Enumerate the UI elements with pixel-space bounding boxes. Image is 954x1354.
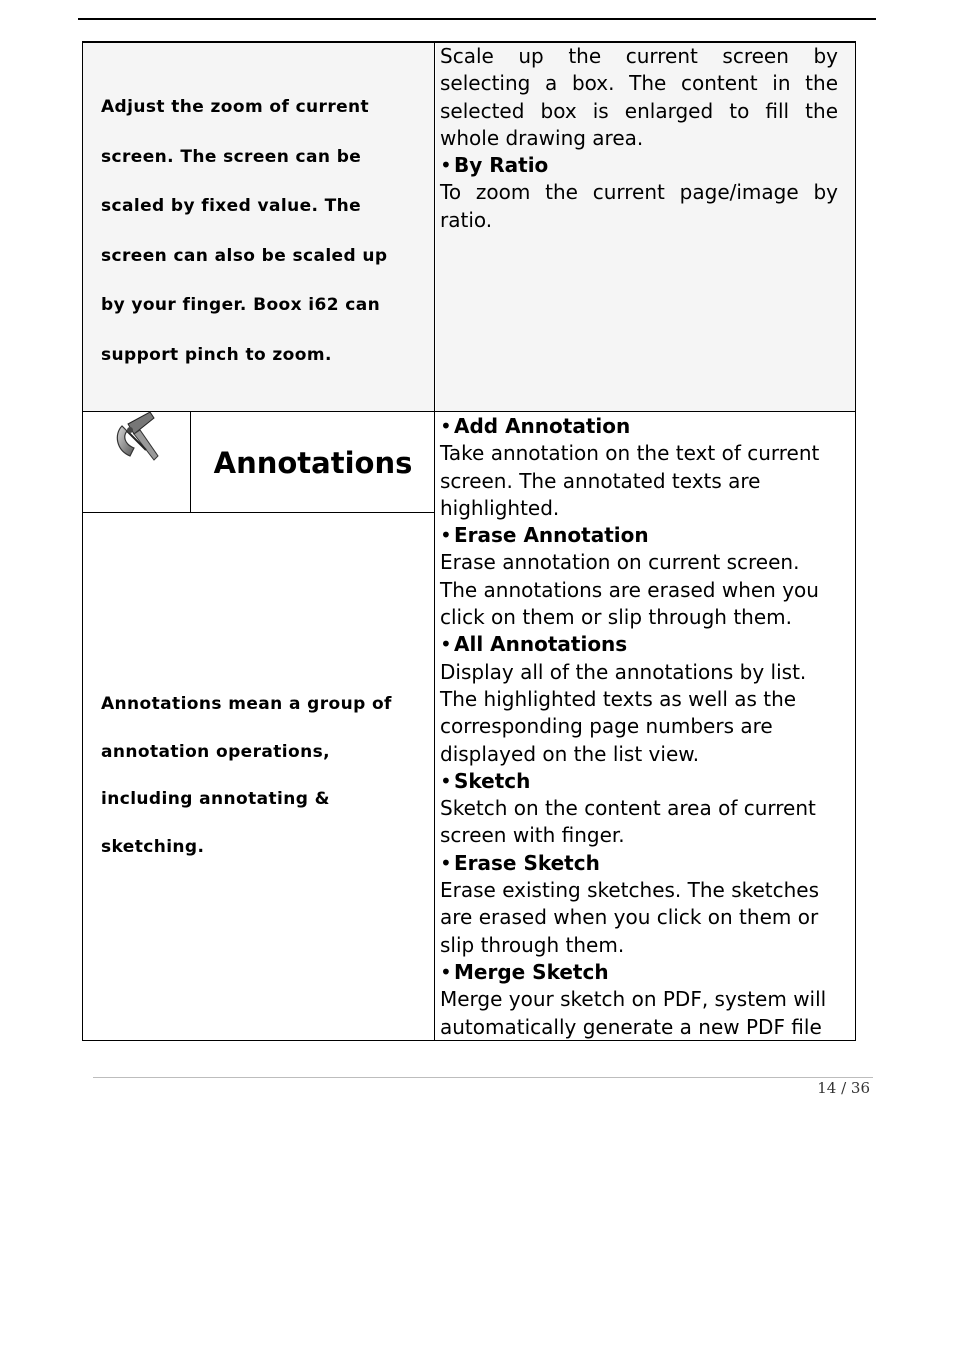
zoom-intro-text: Scale up the current screen by selecting a box. The content in the selected box is enlarged to fill the whole drawing area. <box>440 44 838 150</box>
add-annotation-title: Add Annotation <box>454 414 631 438</box>
zoom-details <box>440 43 838 234</box>
zoom-description-line: screen. The screen can be <box>101 146 362 167</box>
annotations-description-line: Annotations mean a group of <box>101 694 392 714</box>
erase-annotation-text: Erase annotation on current screen. <box>440 550 800 575</box>
add-annotation-text: Take annotation on the text of current <box>440 441 820 466</box>
annotations-description-line: including annotating & <box>101 789 330 809</box>
zoom-description <box>101 97 417 394</box>
annotation-item-title <box>440 522 838 549</box>
add-annotation-text: screen. The annotated texts are <box>440 468 761 493</box>
bullet-icon: • <box>440 959 452 984</box>
erase-sketch-text: slip through them. <box>440 932 625 957</box>
sketch-title: Sketch <box>454 768 531 793</box>
add-annotation-text: highlighted. <box>440 495 560 520</box>
footer-rule <box>93 1077 873 1078</box>
all-annotations-text: corresponding page numbers are <box>440 714 773 739</box>
bullet-icon: • <box>440 850 452 875</box>
zoom-option-title <box>440 152 838 179</box>
annotations-title: Annotations <box>213 445 413 480</box>
merge-sketch-text: automatically generate a new PDF file <box>440 1014 822 1039</box>
annotation-item-title <box>440 959 838 986</box>
sketch-text: Sketch on the content area of current <box>440 796 816 821</box>
zoom-description-line: Adjust the zoom of current <box>101 97 370 117</box>
erase-sketch-text: Erase existing sketches. The sketches <box>440 878 820 903</box>
annotation-pen-icon <box>110 410 164 464</box>
annotations-icon-divider <box>190 411 191 513</box>
merge-sketch-text: Merge your sketch on PDF, system will <box>440 987 827 1012</box>
table-row-divider <box>82 411 856 412</box>
annotation-item-title <box>440 768 838 795</box>
erase-annotation-text: The annotations are erased when you <box>440 577 819 602</box>
annotations-description-line: annotation operations, <box>101 741 330 762</box>
by-ratio-text: To zoom the current page/image by ratio. <box>440 180 838 232</box>
annotations-description <box>101 694 417 884</box>
zoom-description-line: scaled by fixed value. The <box>101 196 362 216</box>
annotation-item-title <box>440 413 838 440</box>
page-number: 14 / 36 <box>817 1079 870 1097</box>
annotations-description-line: sketching. <box>101 836 205 857</box>
annotations-header-divider <box>82 512 435 513</box>
zoom-description-line: by your finger. Boox i62 can <box>101 295 381 315</box>
bullet-icon: • <box>440 768 452 793</box>
bullet-icon: • <box>440 632 452 657</box>
sketch-text: screen with finger. <box>440 823 625 848</box>
bullet-icon: • <box>440 153 452 178</box>
all-annotations-title: All Annotations <box>454 632 628 657</box>
erase-annotation-title: Erase Annotation <box>454 523 649 548</box>
header-rule <box>78 18 876 20</box>
all-annotations-text: The highlighted texts as well as the <box>440 686 797 711</box>
zoom-description-line: support pinch to zoom. <box>101 344 332 365</box>
annotation-item-title <box>440 631 838 658</box>
table-column-divider <box>434 41 435 1041</box>
erase-sketch-text: are erased when you click on them or <box>440 905 819 930</box>
bullet-icon: • <box>440 414 452 438</box>
merge-sketch-title: Merge Sketch <box>454 959 609 984</box>
all-annotations-text: displayed on the list view. <box>440 741 700 766</box>
annotation-item-title <box>440 850 838 877</box>
erase-sketch-title: Erase Sketch <box>454 850 600 875</box>
zoom-description-line: screen can also be scaled up <box>101 245 388 266</box>
erase-annotation-text: click on them or slip through them. <box>440 605 792 630</box>
all-annotations-text: Display all of the annotations by list. <box>440 659 807 684</box>
by-ratio-title: By Ratio <box>454 153 549 178</box>
bullet-icon: • <box>440 523 452 548</box>
annotations-details <box>440 413 838 1041</box>
